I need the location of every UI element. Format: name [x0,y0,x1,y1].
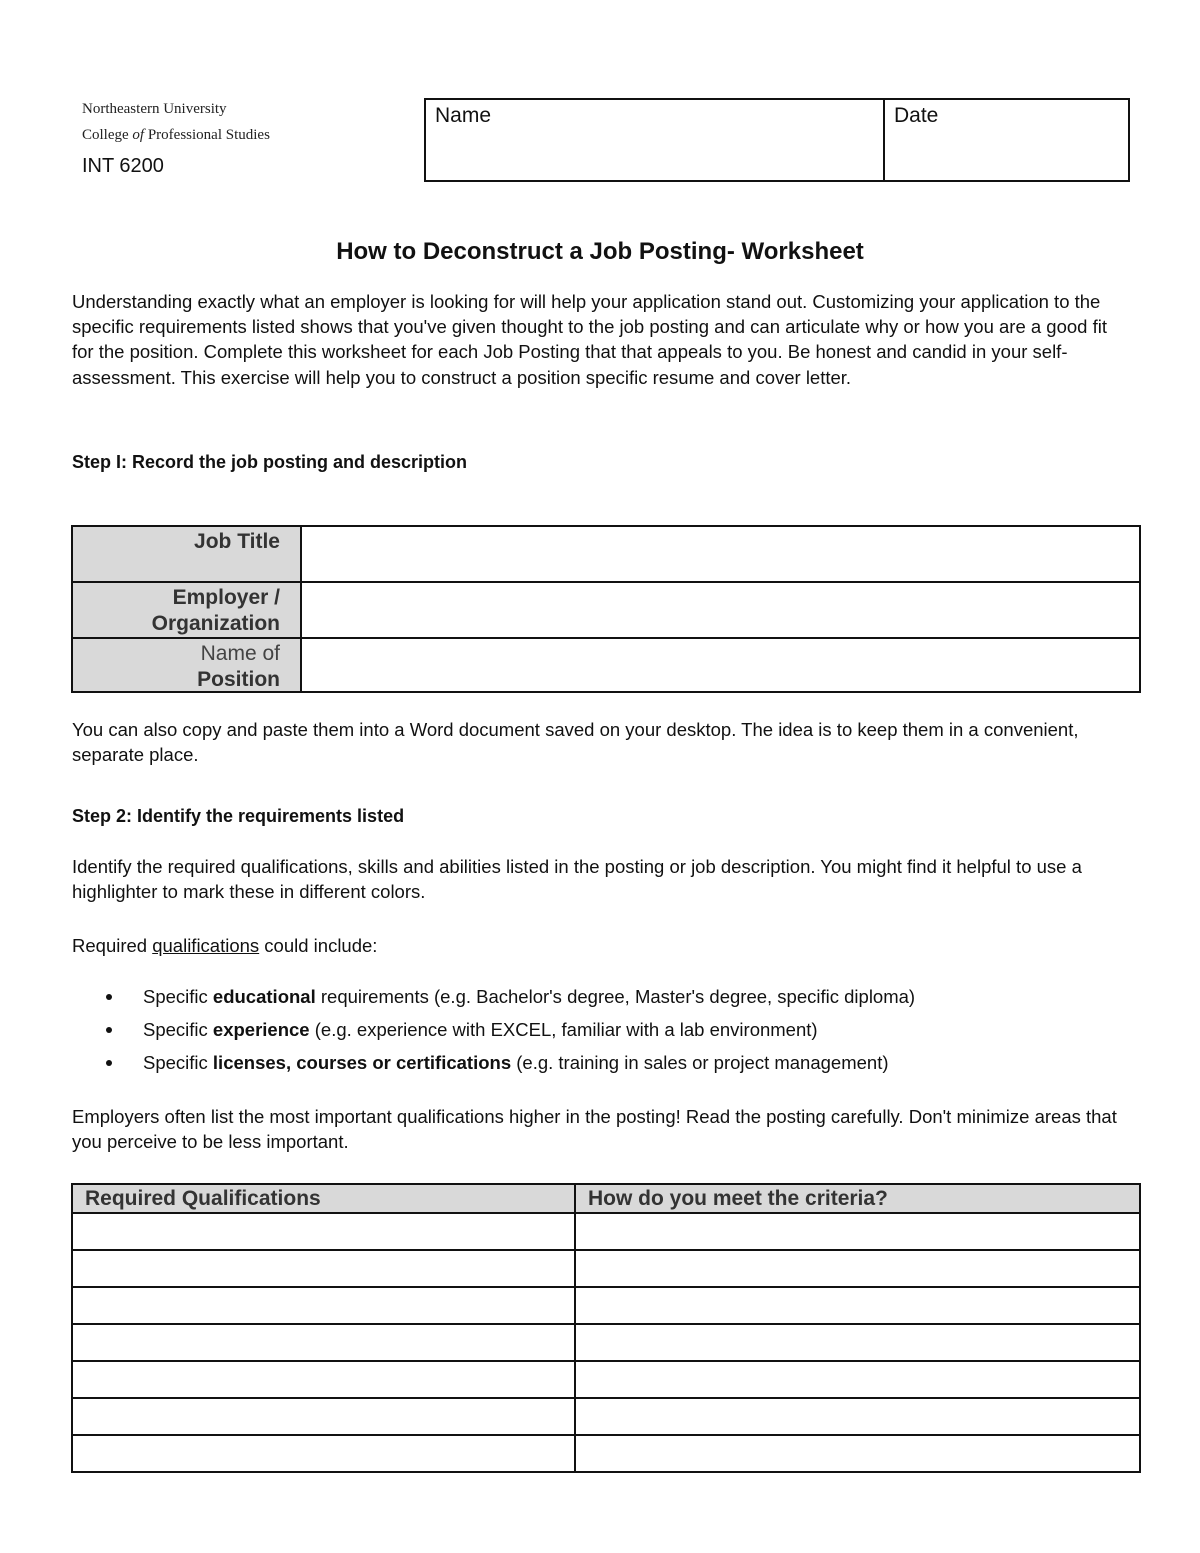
table-row [73,1436,1139,1472]
list-item: Specific educational requirements (e.g. Bachelor's degree, Master's degree, specific diploma) [72,984,1132,1017]
bullet-icon [106,1027,112,1033]
bullet-icon [106,994,112,1000]
table-row [73,1288,1139,1325]
table-row [73,1362,1139,1399]
job-posting-table [71,525,1141,693]
name-date-box [424,98,1130,182]
bullet-icon [106,1060,112,1066]
col-how-meet-criteria: How do you meet the criteria? [588,1187,888,1210]
criteria-cell[interactable] [576,1214,1139,1249]
name-label: Name [435,104,492,127]
copy-paste-note: You can also copy and paste them into a Word document saved on your desktop. The idea is to keep them in a convenient, separate place. [72,719,1079,766]
page-title: How to Deconstruct a Job Posting- Worksheet [336,238,864,265]
employer-note: Employers often list the most important qualifications higher in the posting! Read the posting carefully. Don't minimize areas that you perceive to be less important. [72,1106,1117,1153]
institution-name: Northeastern University [82,101,227,117]
job-title-label: Job Title [73,527,302,581]
qualification-cell[interactable] [73,1214,576,1249]
date-label: Date [894,104,939,127]
qualification-cell[interactable] [73,1399,576,1434]
position-input[interactable] [302,639,1139,691]
criteria-cell[interactable] [576,1362,1139,1397]
table-row [73,1214,1139,1251]
criteria-cell[interactable] [576,1288,1139,1323]
employer-input[interactable] [302,583,1139,637]
criteria-cell[interactable] [576,1399,1139,1434]
employer-label: Employer / Organization [73,583,302,637]
table-row [73,1399,1139,1436]
qualification-examples-list [72,984,1132,1083]
step1-heading: Step I: Record the job posting and description [72,452,468,472]
date-field[interactable] [885,100,1128,180]
qualification-cell[interactable] [73,1251,576,1286]
college-name: College of Professional Studies [82,127,270,143]
identify-paragraph: Identify the required qualifications, skills and abilities listed in the posting or job description. You might find it helpful to use a highlighter to mark these in different colors. [72,856,1082,903]
table-header-row [73,1185,1139,1214]
table-row [73,1325,1139,1362]
qualification-cell[interactable] [73,1362,576,1397]
position-label: Name of Position [73,639,302,691]
col-required-qualifications: Required Qualifications [73,1185,576,1212]
criteria-cell[interactable] [576,1325,1139,1360]
intro-paragraph: Understanding exactly what an employer is looking for will help your application stand out. Customizing your application to the specific requirements listed shows that you've given thought to the job posting and can articulate why or how you are a good fit for the position. Complete this worksheet for each Job Posting that that appeals to you. Be honest and candid in your self-assessment. This exercise will help you to construct a position specific resume and cover letter. [72,291,1107,388]
qualifications-table [71,1183,1141,1473]
employer-row [73,583,1139,639]
table-row [73,1251,1139,1288]
job-title-row [73,527,1139,583]
list-item: Specific licenses, courses or certifications (e.g. training in sales or project management) [72,1050,1132,1083]
criteria-cell[interactable] [576,1436,1139,1472]
step2-heading: Step 2: Identify the requirements listed [72,806,405,826]
list-item: Specific experience (e.g. experience with EXCEL, familiar with a lab environment) [72,1017,1132,1050]
required-qualifications-intro: Required qualifications could include: [72,935,378,956]
course-code: INT 6200 [82,155,164,177]
position-row [73,639,1139,691]
name-field[interactable] [426,100,885,180]
job-title-input[interactable] [302,527,1139,581]
qualification-cell[interactable] [73,1288,576,1323]
qualification-cell[interactable] [73,1436,576,1472]
criteria-cell[interactable] [576,1251,1139,1286]
qualification-cell[interactable] [73,1325,576,1360]
